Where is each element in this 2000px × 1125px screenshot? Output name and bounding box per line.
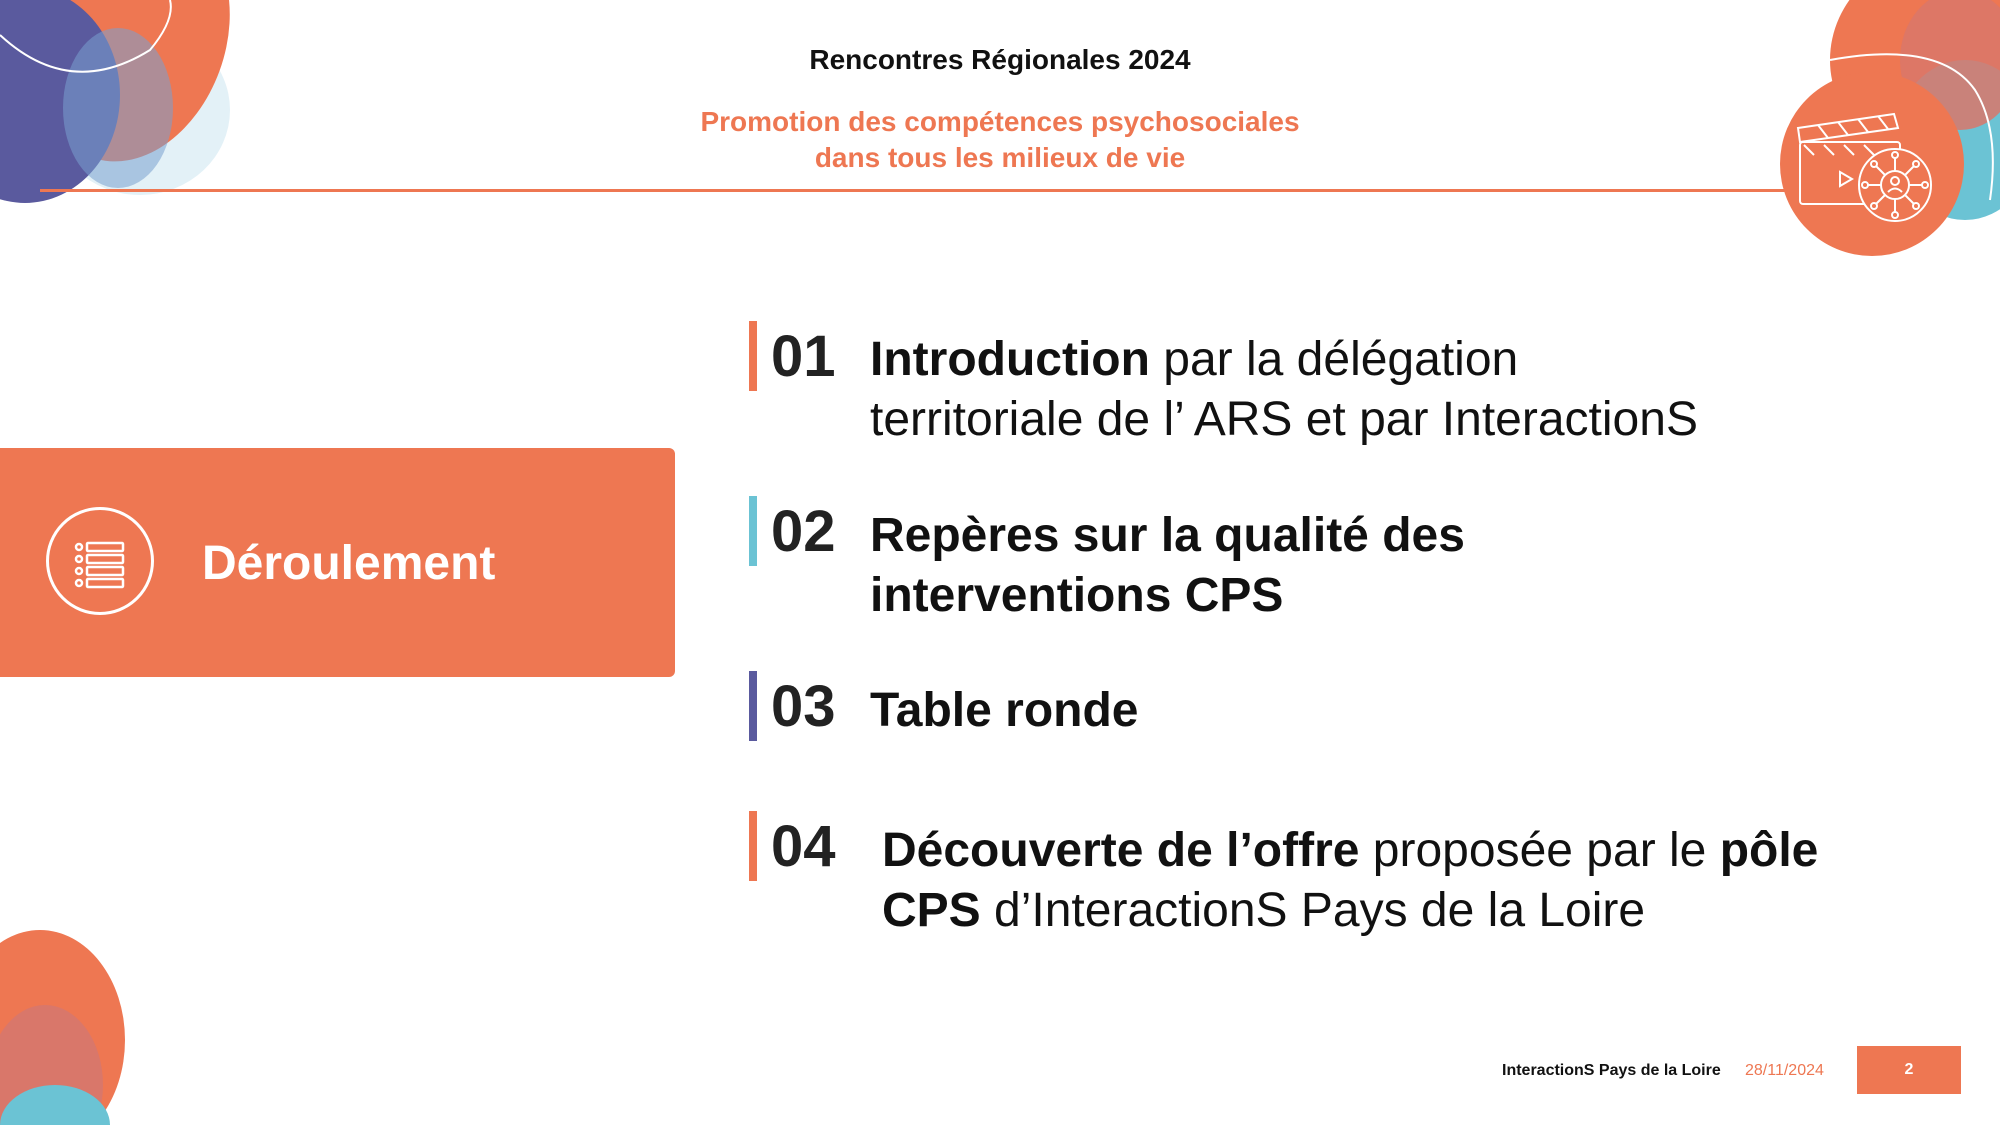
- agenda-bar-04: [749, 811, 757, 881]
- event-subtitle-line-2: dans tous les milieux de vie: [814, 142, 1186, 173]
- agenda-item-03: [870, 681, 1138, 741]
- agenda-number: 01: [771, 324, 836, 389]
- agenda-item-02: [870, 506, 1465, 626]
- agenda-item-04: [882, 821, 1818, 941]
- agenda-item-04-rest: proposée par le: [1359, 824, 1720, 877]
- header-divider: [40, 189, 1790, 192]
- list-icon: [46, 507, 154, 615]
- agenda-item-01-line2: territoriale de l’ ARS et par InteractionS: [870, 393, 1698, 446]
- agenda-item-01: [870, 330, 1698, 450]
- agenda-bar-01: [749, 321, 757, 391]
- agenda-item-03-line1: Table ronde: [870, 684, 1139, 737]
- agenda-number: 04: [771, 814, 836, 879]
- event-subtitle-line-1: Promotion des compétences psychosociales: [700, 106, 1300, 137]
- page-number: 2: [1857, 1046, 1961, 1094]
- agenda-item-02-line2: interventions CPS: [870, 569, 1284, 622]
- agenda-item-04-line2-bold: CPS: [882, 884, 981, 937]
- agenda-number: 02: [771, 499, 836, 564]
- agenda-item-04-bold-b: pôle: [1719, 824, 1819, 877]
- agenda-item-04-bold-a: Découverte de l’offre: [882, 824, 1360, 877]
- footer-date: 28/11/2024: [1745, 1062, 1824, 1079]
- event-title: Rencontres Régionales 2024: [809, 44, 1191, 75]
- footer-organization: InteractionS Pays de la Loire: [1502, 1062, 1721, 1079]
- section-title: Déroulement: [202, 537, 496, 590]
- agenda-item-01-bold: Introduction: [870, 333, 1150, 386]
- agenda-bar-02: [749, 496, 757, 566]
- agenda-item-02-line1: Repères sur la qualité des: [870, 509, 1465, 562]
- agenda-number: 03: [771, 674, 836, 739]
- agenda-item-04-line2-rest: d’InteractionS Pays de la Loire: [980, 884, 1646, 937]
- agenda-bar-03: [749, 671, 757, 741]
- event-subtitle: [0, 104, 2000, 176]
- agenda-item-01-rest: par la délégation: [1149, 333, 1519, 386]
